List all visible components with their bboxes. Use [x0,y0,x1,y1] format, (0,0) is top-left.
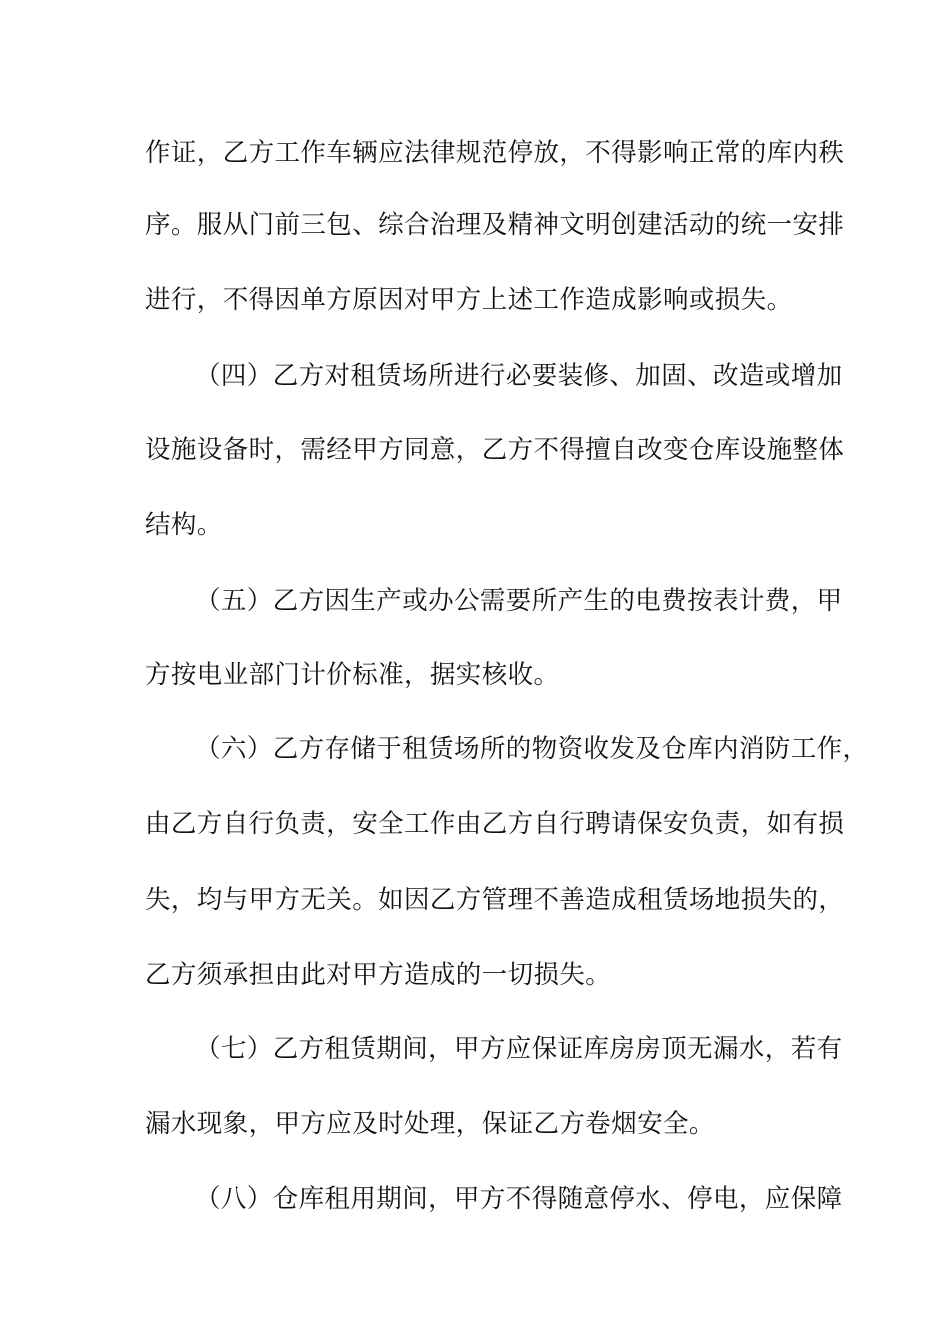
text-line-2: 序。服从门前三包、综合治理及精神文明创建活动的统一安排 [145,210,845,240]
text-line-15: （八）仓库租用期间，甲方不得随意停水、停电，应保障 [195,1184,843,1214]
text-line-10: 由乙方自行负责，安全工作由乙方自行聘请保安负责，如有损 [145,809,845,839]
text-line-8: 方按电业部门计价标准，据实核收。 [145,660,560,690]
text-line-7: （五）乙方因生产或办公需要所产生的电费按表计费，甲 [195,586,843,616]
text-line-6: 结构。 [145,510,223,540]
text-line-14: 漏水现象，甲方应及时处理，保证乙方卷烟安全。 [145,1109,715,1139]
text-line-9: （六）乙方存储于租赁场所的物资收发及仓库内消防工作， [195,734,869,764]
text-line-12: 乙方须承担由此对甲方造成的一切损失。 [145,960,612,990]
text-line-13: （七）乙方租赁期间，甲方应保证库房房顶无漏水，若有 [195,1034,843,1064]
text-line-4: （四）乙方对租赁场所进行必要装修、加固、改造或增加 [195,361,843,391]
text-line-1: 作证，乙方工作车辆应法律规范停放，不得影响正常的库内秩 [145,138,845,168]
text-line-11: 失，均与甲方无关。如因乙方管理不善造成租赁场地损失的， [145,885,845,915]
text-line-5: 设施设备时，需经甲方同意，乙方不得擅自改变仓库设施整体 [145,435,845,465]
text-line-3: 进行，不得因单方原因对甲方上述工作造成影响或损失。 [145,285,793,315]
